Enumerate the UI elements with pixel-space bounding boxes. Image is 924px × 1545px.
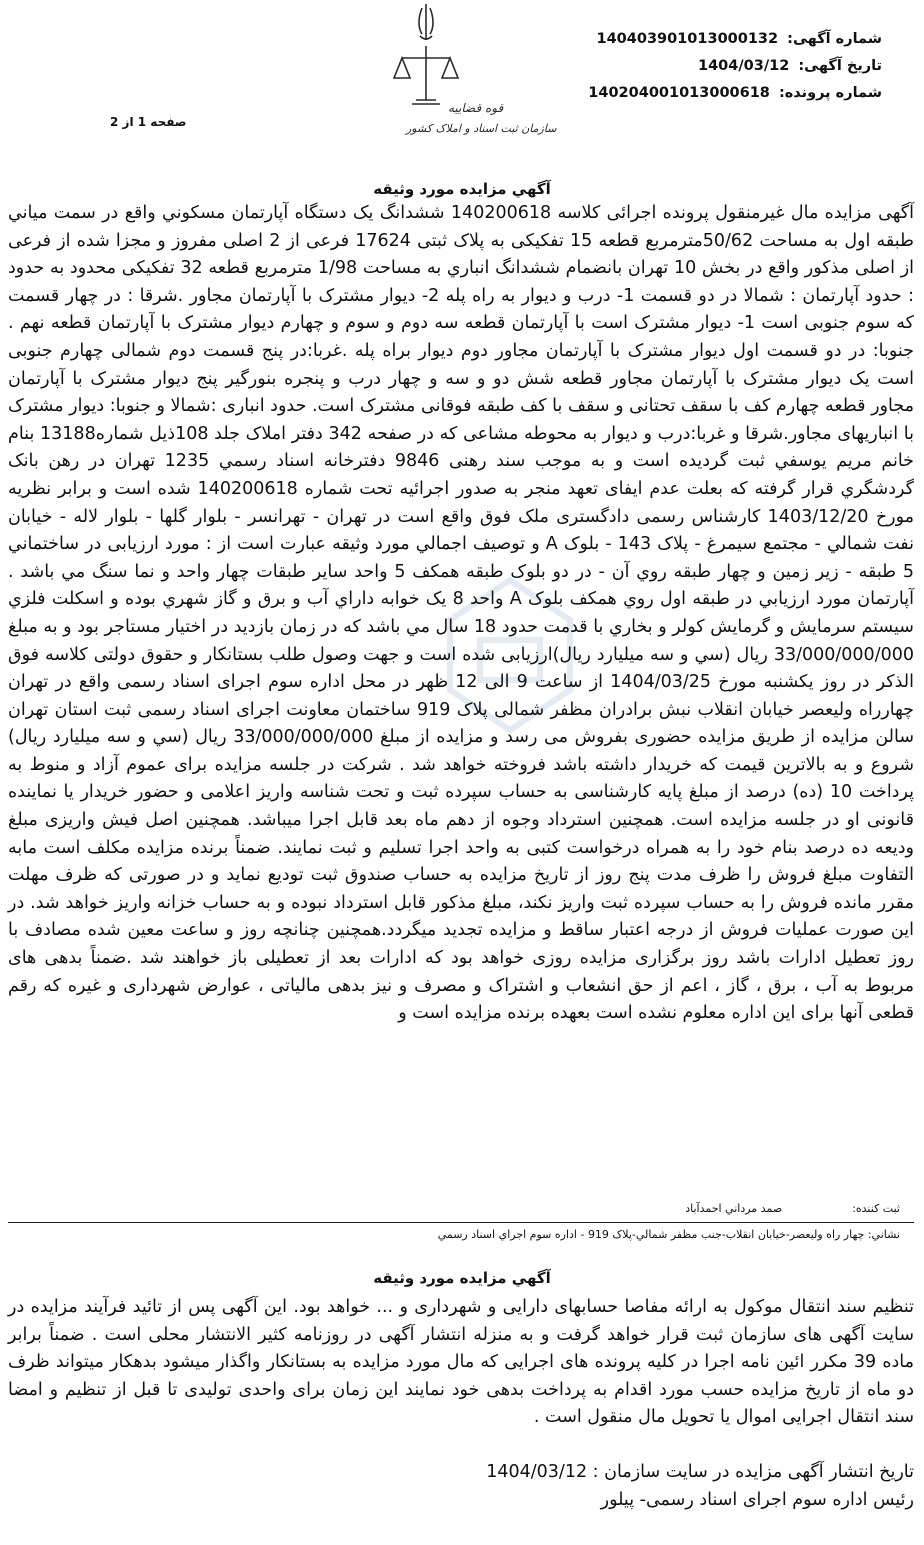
office-address: نشاني: چهار راه وليعصر-خيابان انقلاب-جنب مظفر شمالي-پلاک 919 - اداره سوم اجراي اسناد رسمي	[437, 1228, 900, 1241]
signature-line: رئيس اداره سوم اجرای اسناد رسمی- پيلور	[600, 1489, 914, 1510]
registrar-label: ثبت كننده:	[852, 1202, 900, 1215]
file-number-label: شماره پرونده:	[778, 85, 882, 101]
notice-body-continued	[8, 1294, 914, 1432]
notice-date-value: 1404/03/12	[698, 58, 790, 74]
emblem-line1: قوه قضاییه	[448, 101, 504, 115]
notice-date-row	[562, 53, 882, 80]
notice-body	[8, 200, 914, 1028]
registrar-line	[0, 1202, 900, 1215]
notice-number-label: شماره آگهی:	[787, 31, 882, 47]
publish-date-line: تاريخ انتشار آگهی مزايده در سايت سازمان : 1404/03/12	[486, 1462, 914, 1482]
notice-body-text: آگهی مزايده مال غيرمنقول پرونده اجرائی کلاسه 140200618 ششدانگ يک دستگاه آپارتمان مسکوني واقع در سمت مياني طبقه اول به مساحت 50/62مترمربع قطعه 15 تفکيکی به پلاک ثبتی 17624 فرعی از 2 اصلی مفروز و مجزا شده از فرعی از اصلی مذکور واقع در بخش 10 تهران بانضمام ششدانگ انباري به مساحت 1/98 مترمربع قطعه 32 تفکيکی محدود به حدود : حدود آپارتمان : شمالا در دو قسمت 1- درب و ديوار به راه پله 2- ديوار مشترک با آپارتمان مجاور .شرقا : در چهار قسمت که سوم جنوبی است 1- ديوار مشترک است با آپارتمان قطعه سه دوم و سوم و چهارم ديوار مشترک با آپارتمان قطعه نهم . جنوبا: در دو قسمت اول ديوار مشترک با آپارتمان مجاور دوم ديوار براه پله .غربا:در پنج قسمت دوم شمالی چهارم جنوبی است يک ديوار مشترک با آپارتمان مجاور قطعه شش دو و سه و چهار درب و پنجره بنورگير پنج ديوار مشترک با آپارتمان مجاور قطعه چهارم کف با سقف تحتانی و سقف با کف طبقه فوقانی مشترک است. حدود انباری :شمالا و جنوبا: ديوار مشترک با انباريهای مجاور.شرقا و غربا:درب و ديوار به محوطه مشاعی که در صفحه 342 دفتر املاک جلد 108ذيل شماره13188 بنام خانم مريم يوسفي ثبت گرديده است و به موجب سند رهنی 9846 دفترخانه اسناد رسمي 1235 تهران در رهن بانک گردشگري قرار گرفته که بعلت عدم ايفای تعهد منجر به صدور اجرائيه تحت شماره 140200618 شده است و برابر نظريه مورخ 1403/12/20 کارشناس رسمی دادگستری ملک فوق واقع است در تهران - تهرانسر - بلوار گلها - بلوار لاله - خيابان نفت شمالي - مجتمع سيمرغ - پلاک 143 - بلوک A و توصيف اجمالي مورد وثيقه عبارت است از : مورد ارزيابی در ساختماني 5 طبقه - زير زمين و چهار طبقه روي آن - در دو بلوک طبقه همکف 5 واحد ساير طبقات چهار واحد و نما سنگ مي باشد . آپارتمان مورد ارزيابي در طبقه اول روي همکف بلوک A واحد 8 يک خوابه داراي آب و برق و گاز شهري بوده و اسکلت فلزي سيستم سرمايش و گرمايش کولر و بخاري با قدمت حدود 18 سال مي باشد که در زمان بازديد در اختيار مستاجر بود و به مبلغ 33/000/000/000 ريال (سي و سه ميليارد ريال)ارزيابی شده است و جهت وصول طلب بستانکار و حقوق دولتی کلاسه فوق الذکر در روز يکشنبه مورخ 1404/03/25 از ساعت 9 الی 12 ظهر در محل اداره سوم اجرای اسناد رسمی واقع در تهران چهارراه وليعصر خيابان انقلاب نبش برادران مظفر شمالی پلاک 919 ساختمان معاونت اجرای اسناد رسمی ثبت استان تهران سالن مزايده از طريق مزايده حضوری بفروش می رسد و مزايده از مبلغ 33/000/000/000 ريال (سي و سه ميليارد ريال) شروع و به بالاترين قيمت که خريدار داشته باشد فروخته خواهد شد . شرکت در جلسه مزايده برای عموم آزاد و منوط به پرداخت 10 (ده) درصد از مبلغ پايه کارشناسی به حساب سپرده ثبت و تحت شناسه واريز اعلامی و حضور خريدار يا نماينده قانونی او در جلسه مزايده است. همچنين استرداد وجوه از دهم ماه بعد قابل اجرا ميباشد. همچنين اصل فيش واريزی مبلغ وديعه ده درصد بنام خود را به همراه درخواست کتبی به واحد اجرا تسليم و ثبت نمايند. ضمناً برنده مزايده مکلف است مابه التفاوت مبلغ فروش را ظرف مدت پنج روز از تاريخ مزايده به حساب صندوق ثبت توديع نمايد و در صورتی که ظرف مهلت مقرر مانده فروش را به حساب سپرده ثبت واريز نکند، مبلغ مذکور قابل استرداد نبوده و به حساب خزانه واريز خواهد شد. در اين صورت عمليات فروش از درجه اعتبار ساقط و مزايده تجديد ميگردد.همچنين چنانچه روز و ساعت معين شده مصادف با روز تعطيل ادارات باشد روز برگزاری مزايده روزی خواهد بود که ادارات بعد از تعطيلی باز خواهند شد .ضمناً بدهی های مربوط به آب ، برق ، گاز ، اعم از حق انشعاب و اشتراک و مصرف و نيز بدهی مالياتی ، عوارض شهرداری و غيره که رقم قطعی آنها برای اين اداره معلوم نشده است بعهده برنده مزايده است و	[8, 203, 915, 1024]
emblem-icon	[360, 0, 560, 145]
emblem-line2: سازمان ثبت اسناد و املاک کشور	[406, 122, 557, 135]
notice-number-row	[562, 26, 882, 53]
judiciary-emblem	[360, 0, 560, 145]
notice-date-label: تاریخ آگهی:	[798, 58, 882, 74]
registrar-name: صمد مرداني احمدآباد	[685, 1202, 783, 1215]
file-number-value: 140204001013000618	[588, 85, 770, 101]
notice-body-continued-text: تنظيم سند انتقال موکول به ارائه مفاصا حسابهای دارايی و شهرداری و ... خواهد بود. اين آگهی پس از تائيد فرآيند مزايده در سايت آگهی های سازمان ثبت قرار خواهد گرفت و به منزله انتشار آگهی در روزنامه کثير الانتشار محلی است . ضمناً برابر ماده 39 مکرر ائين نامه اجرا در کليه پرونده های اجرايی که مال مورد مزايده به بستانکار واگذار ميشود بدهکار ميتواند ظرف دو ماه از تاريخ مزايده حسب مورد اقدام به پرداخت بدهی خود نمايند اين زمان برای واحدی توليدی تا قبل از تنظيم و امضا سند انتقال اجرايی اموال يا تحويل مال منقول است .	[8, 1297, 914, 1428]
notice-number-value: 140403901013000132	[596, 31, 779, 47]
page-number: صفحه 1 از 2	[110, 115, 187, 129]
notice-title: آگهي مزايده مورد وثيقه	[373, 180, 551, 198]
section-divider	[8, 1222, 914, 1223]
publication-block	[8, 1459, 914, 1514]
file-number-row	[562, 80, 882, 107]
notice-title-continued: آگهي مزايده مورد وثيقه	[373, 1269, 551, 1287]
notice-header	[562, 26, 882, 107]
